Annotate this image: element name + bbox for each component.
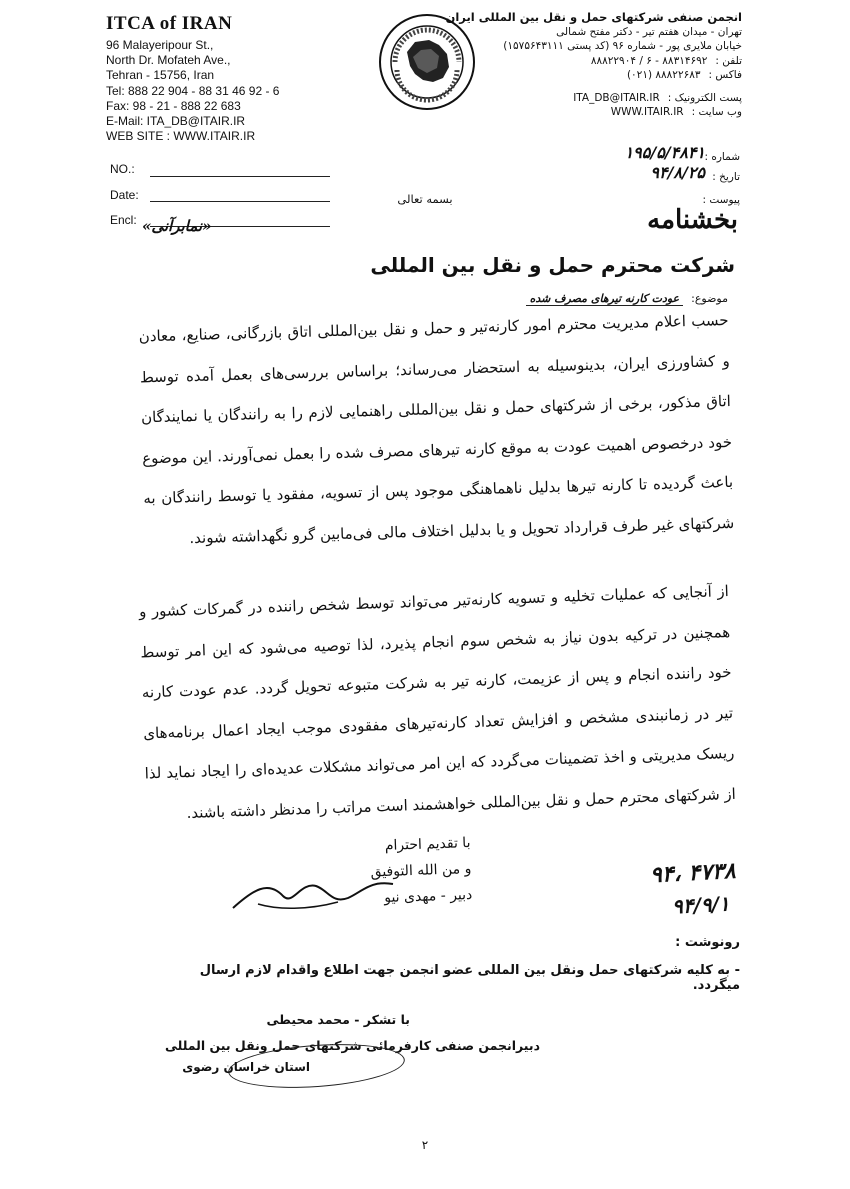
org-name-en: ITCA of IRAN xyxy=(106,13,233,34)
address-line: Tehran - 15756, Iran xyxy=(106,68,215,83)
address-line-fa: خیابان ملایری پور - شماره ۹۶ (کد پستی ۱۵۷۵۶۴۳۱۱۱) xyxy=(503,40,742,52)
phone-line: Tel: 888 22 904 - 88 31 46 92 - 6 xyxy=(106,83,280,98)
fax-stamp: «نمابرآنی» xyxy=(142,217,212,235)
handwritten-signature xyxy=(228,870,398,915)
fax-label-fa: فاکس : xyxy=(708,69,742,81)
tel-value-fa: ۸۸۸۲۲۹۰۴ / ۶ - ۸۸۳۱۴۶۹۲ xyxy=(590,54,708,67)
page-number: ۲ xyxy=(421,1138,429,1152)
closing-text: با تقدیم احترام xyxy=(384,834,471,854)
addressee: شرکت محترم حمل و نقل بین المللی xyxy=(370,253,735,277)
email-line: E-Mail: ITA_DB@ITAIR.IR xyxy=(106,114,246,129)
enclosure-label-en: Encl: xyxy=(110,213,137,227)
date-label-en: Date: xyxy=(110,188,139,202)
cc-signer-title: دبیرانجمن صنفی کارفرمائی شرکتهای حمل ونقل بین المللی xyxy=(164,1038,540,1053)
date-label-fa: تاریخ : xyxy=(712,171,740,183)
number-label-en: NO.: xyxy=(110,162,135,176)
body-paragraph-2: از آنجایی که عملیات تخلیه و تسویه کارنه‌تیر می‌تواند توسط شخص راننده در گمرکات کشور و همچنین در ترکیه بدون نیاز به شخص سوم انجام پذیرد، لذا توصیه می‌شود که این امر توسط خود راننده انجام و پس از عزیمت، کارنه تیر به شرکت متبوعه تحویل گردد. عدم عودت کارنه تیر در زمانبندی مشخص و افزایش تعداد کارنه‌تیرهای مفقودی موجب ایجاد اعمال برنامه‌های ریسک مدیریتی و اخذ تضمینات می‌گردد که این امر می‌تواند مشکلات عدیده‌ای را ایجاد نماید لذا از شرکتهای محترم حمل و نقل بین‌المللی خواهشمند است مراتب را مدنظر داشته باشند. xyxy=(138,581,737,822)
english-letterhead xyxy=(106,14,356,144)
number-label-fa: شماره : xyxy=(704,151,740,163)
signer-name: دبیر - مهدی نیو xyxy=(383,886,473,907)
basmala: بسمه تعالی xyxy=(397,192,453,206)
fax-value-fa: (۰۲۱) ۸۸۸۲۲۶۸۳ xyxy=(626,69,701,81)
web-label-fa: وب سایت : xyxy=(691,106,742,118)
cc-recipient: - به کلیه شرکتهای حمل ونقل بین المللی عضو انجمن جهت اطلاع واقدام لازم ارسال میگردد. xyxy=(199,963,740,993)
address-line: 96 Malayeripour St., xyxy=(106,38,214,52)
letter-number: ۱۹۵/۵/۴۸۴۱ xyxy=(624,143,705,162)
attachment-label-fa: پیوست : xyxy=(702,194,740,206)
email-value-fa: ITA_DB@ITAIR.IR xyxy=(573,91,660,104)
cc-title: رونوشت : xyxy=(675,935,740,950)
body-paragraph-1: حسب اعلام مدیریت محترم امور کارنه‌تیر و حمل و نقل بین‌المللی اتاق بازرگانی، صنایع، معادن و کشاورزی ایران، بدینوسیله به استحضار می‌رساند؛ براساس بررسی‌های بعمل آمده توسط اتاق مذکور، برخی از شرکتهای حمل و نقل بین‌المللی راهنمایی لازم را به رانندگان یا نمایندگان خود درخصوص اهمیت عودت به موقع کارنه تیرهای مصرف شده را بعمل نمی‌آورند. این موضوع باعث گردیده تا کارنه تیرها بدلیل ناهماهنگی موجود پس از تسویه، مفقود یا توسط رانندگان به شرکتهای غیر طرف قرارداد تحویل و یا بدلیل اختلاف مالی فی‌مابین گرو نگهداشته شوند. xyxy=(138,310,735,547)
number-line xyxy=(150,176,330,177)
letter-date: ۹۴/۸/۲۵ xyxy=(650,163,705,182)
address-line: North Dr. Mofateh Ave., xyxy=(106,53,231,68)
email-label-fa: پست الکترونیک : xyxy=(667,91,742,104)
subject-value: عودت کارنه تیرهای مصرف شده xyxy=(526,292,684,306)
fax-line: Fax: 98 - 21 - 888 22 683 xyxy=(106,98,241,113)
cc-thanks: با تشکر - محمد محیطی xyxy=(266,1012,410,1027)
website-line: WEB SITE : WWW.ITAIR.IR xyxy=(106,129,256,144)
address-line-fa: تهران - میدان هفتم تیر - دکتر مفتح شمالی xyxy=(556,25,742,38)
registration-number: ۹۴، ۴۷۳۸ xyxy=(649,857,737,889)
web-value-fa: WWW.ITAIR.IR xyxy=(610,106,684,118)
org-name-fa: انجمن صنفی شرکتهای حمل و نقل بین المللی ایران xyxy=(445,10,742,24)
tel-label-fa: تلفن : xyxy=(715,54,742,67)
persian-letterhead xyxy=(442,10,742,120)
circular-title: بخشنامه xyxy=(647,205,738,235)
wish-text: و من الله التوفیق xyxy=(370,860,472,881)
registration-date: ۹۴/۹/۱ xyxy=(671,891,731,919)
subject-label: موضوع: xyxy=(691,292,728,305)
province-stamp-text: استان خراسان رضوی xyxy=(182,1060,310,1074)
